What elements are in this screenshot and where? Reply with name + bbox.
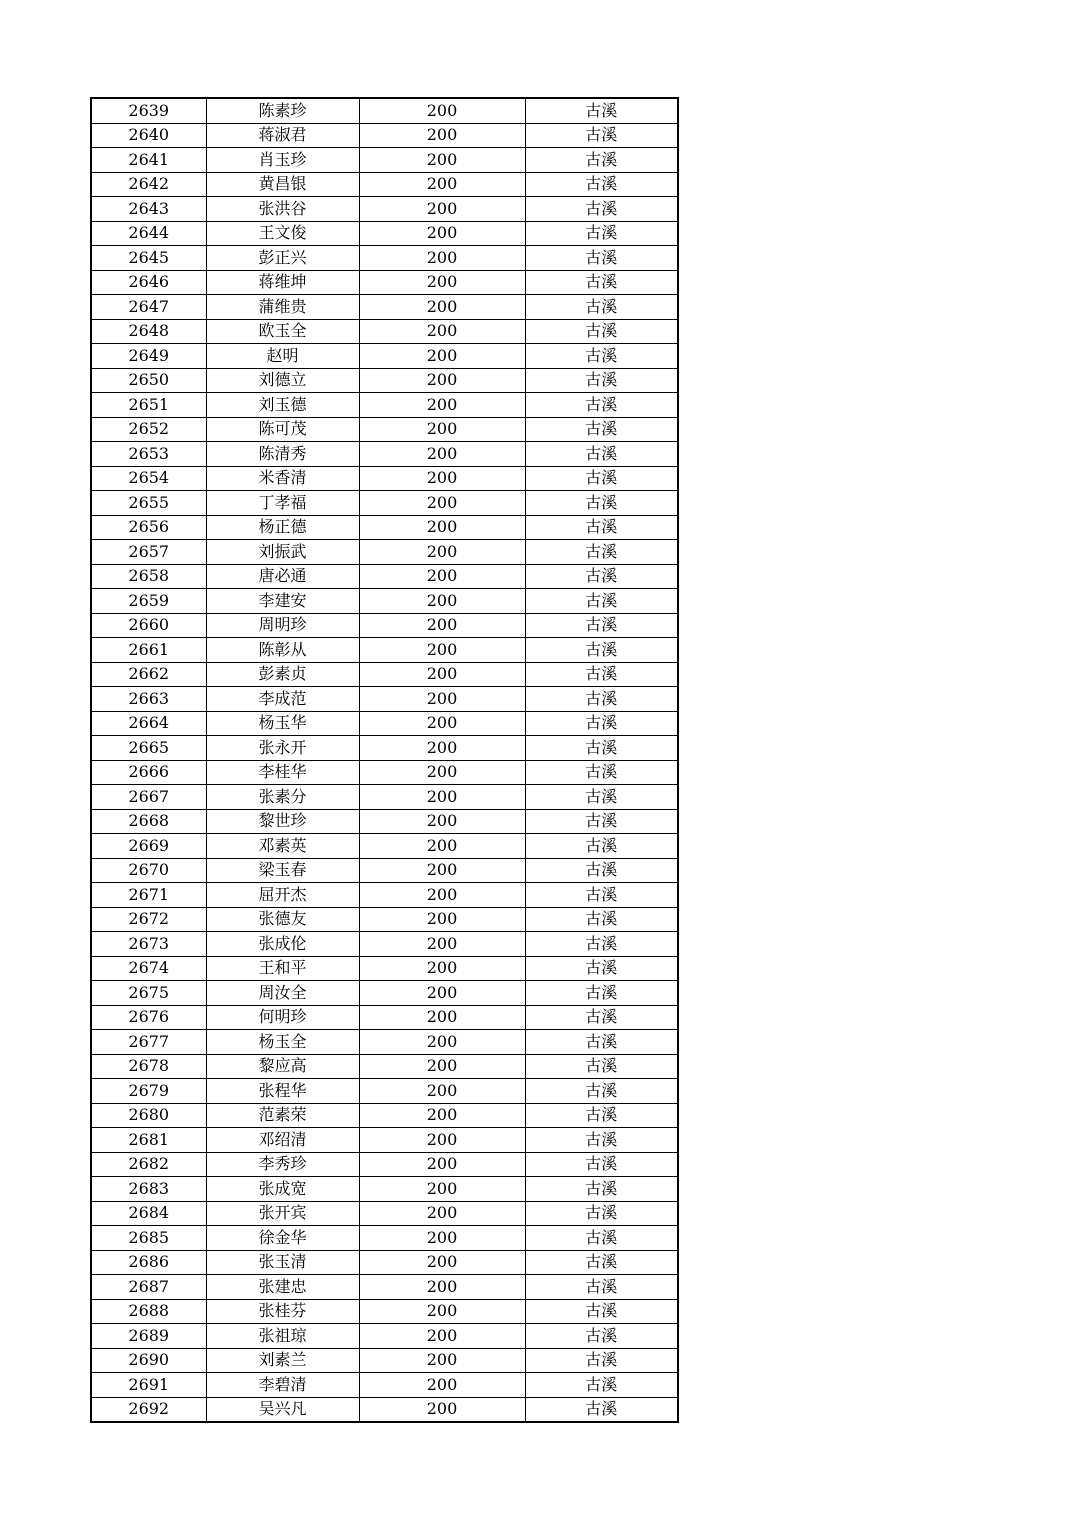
row-number-cell: 2689: [91, 1324, 206, 1349]
place-cell: 古溪: [525, 148, 678, 173]
row-number-cell: 2646: [91, 270, 206, 295]
name-cell: 黎世珍: [206, 809, 359, 834]
place-cell: 古溪: [525, 246, 678, 271]
place-cell: 古溪: [525, 711, 678, 736]
table-row: [91, 172, 678, 197]
row-number-cell: 2663: [91, 687, 206, 712]
place-cell: 古溪: [525, 613, 678, 638]
amount-cell: 200: [359, 1275, 525, 1300]
place-cell: 古溪: [525, 760, 678, 785]
amount-cell: 200: [359, 295, 525, 320]
row-number-cell: 2655: [91, 491, 206, 516]
name-cell: 杨玉华: [206, 711, 359, 736]
name-cell: 陈可茂: [206, 417, 359, 442]
place-cell: 古溪: [525, 295, 678, 320]
table-row: [91, 736, 678, 761]
table-row: [91, 1054, 678, 1079]
amount-cell: 200: [359, 1250, 525, 1275]
amount-cell: 200: [359, 540, 525, 565]
row-number-cell: 2682: [91, 1152, 206, 1177]
table-row: [91, 270, 678, 295]
amount-cell: 200: [359, 1397, 525, 1422]
amount-cell: 200: [359, 932, 525, 957]
name-cell: 黎应高: [206, 1054, 359, 1079]
row-number-cell: 2653: [91, 442, 206, 467]
table-row: [91, 148, 678, 173]
name-cell: 陈清秀: [206, 442, 359, 467]
place-cell: 古溪: [525, 687, 678, 712]
place-cell: 古溪: [525, 221, 678, 246]
amount-cell: 200: [359, 736, 525, 761]
table-row: [91, 1275, 678, 1300]
name-cell: 周汝全: [206, 981, 359, 1006]
amount-cell: 200: [359, 711, 525, 736]
row-number-cell: 2652: [91, 417, 206, 442]
table-row: [91, 1226, 678, 1251]
name-cell: 张成宽: [206, 1177, 359, 1202]
table-row: [91, 711, 678, 736]
amount-cell: 200: [359, 123, 525, 148]
amount-cell: 200: [359, 785, 525, 810]
place-cell: 古溪: [525, 417, 678, 442]
table-row: [91, 1079, 678, 1104]
row-number-cell: 2660: [91, 613, 206, 638]
row-number-cell: 2677: [91, 1030, 206, 1055]
place-cell: 古溪: [525, 1275, 678, 1300]
row-number-cell: 2674: [91, 956, 206, 981]
table-row: [91, 1030, 678, 1055]
row-number-cell: 2650: [91, 368, 206, 393]
amount-cell: 200: [359, 1128, 525, 1153]
place-cell: 古溪: [525, 1201, 678, 1226]
place-cell: 古溪: [525, 564, 678, 589]
table-row: [91, 515, 678, 540]
row-number-cell: 2643: [91, 197, 206, 222]
name-cell: 邓素英: [206, 834, 359, 859]
place-cell: 古溪: [525, 785, 678, 810]
amount-cell: 200: [359, 907, 525, 932]
name-cell: 李建安: [206, 589, 359, 614]
amount-cell: 200: [359, 466, 525, 491]
name-cell: 刘振武: [206, 540, 359, 565]
amount-cell: 200: [359, 1177, 525, 1202]
name-cell: 彭素贞: [206, 662, 359, 687]
row-number-cell: 2684: [91, 1201, 206, 1226]
amount-cell: 200: [359, 589, 525, 614]
name-cell: 徐金华: [206, 1226, 359, 1251]
row-number-cell: 2657: [91, 540, 206, 565]
place-cell: 古溪: [525, 1030, 678, 1055]
row-number-cell: 2669: [91, 834, 206, 859]
amount-cell: 200: [359, 858, 525, 883]
place-cell: 古溪: [525, 858, 678, 883]
place-cell: 古溪: [525, 515, 678, 540]
place-cell: 古溪: [525, 540, 678, 565]
row-number-cell: 2661: [91, 638, 206, 663]
row-number-cell: 2672: [91, 907, 206, 932]
place-cell: 古溪: [525, 393, 678, 418]
row-number-cell: 2673: [91, 932, 206, 957]
amount-cell: 200: [359, 221, 525, 246]
table-row: [91, 1348, 678, 1373]
row-number-cell: 2664: [91, 711, 206, 736]
table-row: [91, 1103, 678, 1128]
row-number-cell: 2667: [91, 785, 206, 810]
amount-cell: 200: [359, 638, 525, 663]
table-row: [91, 295, 678, 320]
place-cell: 古溪: [525, 1005, 678, 1030]
amount-cell: 200: [359, 148, 525, 173]
table-row: [91, 1128, 678, 1153]
amount-cell: 200: [359, 1030, 525, 1055]
place-cell: 古溪: [525, 638, 678, 663]
place-cell: 古溪: [525, 662, 678, 687]
name-cell: 邓绍清: [206, 1128, 359, 1153]
row-number-cell: 2642: [91, 172, 206, 197]
row-number-cell: 2666: [91, 760, 206, 785]
table-row: [91, 368, 678, 393]
name-cell: 张玉清: [206, 1250, 359, 1275]
amount-cell: 200: [359, 760, 525, 785]
place-cell: 古溪: [525, 1299, 678, 1324]
amount-cell: 200: [359, 1226, 525, 1251]
name-cell: 张祖琼: [206, 1324, 359, 1349]
name-cell: 周明珍: [206, 613, 359, 638]
name-cell: 何明珍: [206, 1005, 359, 1030]
amount-cell: 200: [359, 270, 525, 295]
table-row: [91, 540, 678, 565]
name-cell: 王和平: [206, 956, 359, 981]
amount-cell: 200: [359, 883, 525, 908]
name-cell: 王文俊: [206, 221, 359, 246]
row-number-cell: 2647: [91, 295, 206, 320]
place-cell: 古溪: [525, 1054, 678, 1079]
table-row: [91, 760, 678, 785]
amount-cell: 200: [359, 1348, 525, 1373]
table-row: [91, 1299, 678, 1324]
table-row: [91, 344, 678, 369]
row-number-cell: 2688: [91, 1299, 206, 1324]
place-cell: 古溪: [525, 123, 678, 148]
amount-cell: 200: [359, 1152, 525, 1177]
amount-cell: 200: [359, 1373, 525, 1398]
row-number-cell: 2640: [91, 123, 206, 148]
table-row: [91, 809, 678, 834]
name-cell: 刘玉德: [206, 393, 359, 418]
row-number-cell: 2645: [91, 246, 206, 271]
row-number-cell: 2679: [91, 1079, 206, 1104]
table-row: [91, 466, 678, 491]
name-cell: 蒲维贵: [206, 295, 359, 320]
row-number-cell: 2651: [91, 393, 206, 418]
place-cell: 古溪: [525, 368, 678, 393]
place-cell: 古溪: [525, 1152, 678, 1177]
name-cell: 欧玉全: [206, 319, 359, 344]
table-row: [91, 319, 678, 344]
name-cell: 张素分: [206, 785, 359, 810]
amount-cell: 200: [359, 368, 525, 393]
amount-cell: 200: [359, 687, 525, 712]
name-cell: 张永开: [206, 736, 359, 761]
table-row: [91, 907, 678, 932]
row-number-cell: 2662: [91, 662, 206, 687]
place-cell: 古溪: [525, 1250, 678, 1275]
data-table: [90, 97, 679, 1423]
name-cell: 张开宾: [206, 1201, 359, 1226]
place-cell: 古溪: [525, 491, 678, 516]
name-cell: 李碧清: [206, 1373, 359, 1398]
place-cell: 古溪: [525, 736, 678, 761]
table-row: [91, 197, 678, 222]
amount-cell: 200: [359, 344, 525, 369]
place-cell: 古溪: [525, 932, 678, 957]
table-row: [91, 834, 678, 859]
amount-cell: 200: [359, 981, 525, 1006]
amount-cell: 200: [359, 564, 525, 589]
name-cell: 张桂芬: [206, 1299, 359, 1324]
place-cell: 古溪: [525, 197, 678, 222]
place-cell: 古溪: [525, 1128, 678, 1153]
amount-cell: 200: [359, 834, 525, 859]
row-number-cell: 2665: [91, 736, 206, 761]
name-cell: 刘德立: [206, 368, 359, 393]
amount-cell: 200: [359, 956, 525, 981]
table-row: [91, 883, 678, 908]
row-number-cell: 2692: [91, 1397, 206, 1422]
table-row: [91, 1250, 678, 1275]
table-row: [91, 1324, 678, 1349]
amount-cell: 200: [359, 197, 525, 222]
name-cell: 梁玉春: [206, 858, 359, 883]
amount-cell: 200: [359, 1201, 525, 1226]
amount-cell: 200: [359, 393, 525, 418]
table-row: [91, 123, 678, 148]
table-row: [91, 687, 678, 712]
table-row: [91, 981, 678, 1006]
amount-cell: 200: [359, 1054, 525, 1079]
place-cell: 古溪: [525, 883, 678, 908]
row-number-cell: 2691: [91, 1373, 206, 1398]
place-cell: 古溪: [525, 442, 678, 467]
place-cell: 古溪: [525, 809, 678, 834]
name-cell: 陈彰从: [206, 638, 359, 663]
table-row: [91, 1373, 678, 1398]
row-number-cell: 2648: [91, 319, 206, 344]
amount-cell: 200: [359, 417, 525, 442]
row-number-cell: 2670: [91, 858, 206, 883]
table-row: [91, 1397, 678, 1422]
place-cell: 古溪: [525, 98, 678, 123]
name-cell: 张成伦: [206, 932, 359, 957]
amount-cell: 200: [359, 442, 525, 467]
row-number-cell: 2681: [91, 1128, 206, 1153]
row-number-cell: 2668: [91, 809, 206, 834]
name-cell: 蒋淑君: [206, 123, 359, 148]
table-row: [91, 1005, 678, 1030]
name-cell: 黄昌银: [206, 172, 359, 197]
row-number-cell: 2659: [91, 589, 206, 614]
amount-cell: 200: [359, 246, 525, 271]
row-number-cell: 2649: [91, 344, 206, 369]
place-cell: 古溪: [525, 1373, 678, 1398]
place-cell: 古溪: [525, 1324, 678, 1349]
place-cell: 古溪: [525, 1177, 678, 1202]
amount-cell: 200: [359, 98, 525, 123]
place-cell: 古溪: [525, 981, 678, 1006]
table-row: [91, 1201, 678, 1226]
name-cell: 李桂华: [206, 760, 359, 785]
amount-cell: 200: [359, 515, 525, 540]
row-number-cell: 2644: [91, 221, 206, 246]
name-cell: 赵明: [206, 344, 359, 369]
table-row: [91, 613, 678, 638]
row-number-cell: 2686: [91, 1250, 206, 1275]
name-cell: 唐必通: [206, 564, 359, 589]
place-cell: 古溪: [525, 1103, 678, 1128]
table-row: [91, 221, 678, 246]
name-cell: 肖玉珍: [206, 148, 359, 173]
table-row: [91, 1152, 678, 1177]
table-row: [91, 98, 678, 123]
name-cell: 蒋维坤: [206, 270, 359, 295]
amount-cell: 200: [359, 1103, 525, 1128]
row-number-cell: 2671: [91, 883, 206, 908]
place-cell: 古溪: [525, 956, 678, 981]
name-cell: 张程华: [206, 1079, 359, 1104]
place-cell: 古溪: [525, 1348, 678, 1373]
row-number-cell: 2683: [91, 1177, 206, 1202]
place-cell: 古溪: [525, 319, 678, 344]
name-cell: 吴兴凡: [206, 1397, 359, 1422]
table-row: [91, 858, 678, 883]
amount-cell: 200: [359, 1324, 525, 1349]
table-row: [91, 785, 678, 810]
table-row: [91, 932, 678, 957]
amount-cell: 200: [359, 1079, 525, 1104]
row-number-cell: 2690: [91, 1348, 206, 1373]
name-cell: 张洪谷: [206, 197, 359, 222]
name-cell: 刘素兰: [206, 1348, 359, 1373]
row-number-cell: 2680: [91, 1103, 206, 1128]
amount-cell: 200: [359, 1005, 525, 1030]
table-row: [91, 1177, 678, 1202]
row-number-cell: 2641: [91, 148, 206, 173]
amount-cell: 200: [359, 809, 525, 834]
name-cell: 米香清: [206, 466, 359, 491]
amount-cell: 200: [359, 1299, 525, 1324]
row-number-cell: 2676: [91, 1005, 206, 1030]
place-cell: 古溪: [525, 172, 678, 197]
amount-cell: 200: [359, 319, 525, 344]
place-cell: 古溪: [525, 1226, 678, 1251]
table-row: [91, 638, 678, 663]
name-cell: 彭正兴: [206, 246, 359, 271]
place-cell: 古溪: [525, 270, 678, 295]
name-cell: 张德友: [206, 907, 359, 932]
amount-cell: 200: [359, 491, 525, 516]
table-row: [91, 442, 678, 467]
name-cell: 屈开杰: [206, 883, 359, 908]
table-row: [91, 662, 678, 687]
table-row: [91, 417, 678, 442]
place-cell: 古溪: [525, 466, 678, 491]
name-cell: 杨正德: [206, 515, 359, 540]
table-row: [91, 491, 678, 516]
name-cell: 丁孝福: [206, 491, 359, 516]
name-cell: 李秀珍: [206, 1152, 359, 1177]
name-cell: 杨玉全: [206, 1030, 359, 1055]
row-number-cell: 2687: [91, 1275, 206, 1300]
amount-cell: 200: [359, 662, 525, 687]
table-row: [91, 589, 678, 614]
row-number-cell: 2658: [91, 564, 206, 589]
name-cell: 范素荣: [206, 1103, 359, 1128]
place-cell: 古溪: [525, 1397, 678, 1422]
row-number-cell: 2639: [91, 98, 206, 123]
table-row: [91, 393, 678, 418]
table-body: [91, 98, 678, 1422]
place-cell: 古溪: [525, 834, 678, 859]
name-cell: 张建忠: [206, 1275, 359, 1300]
row-number-cell: 2654: [91, 466, 206, 491]
row-number-cell: 2685: [91, 1226, 206, 1251]
name-cell: 李成范: [206, 687, 359, 712]
table-row: [91, 956, 678, 981]
place-cell: 古溪: [525, 1079, 678, 1104]
row-number-cell: 2656: [91, 515, 206, 540]
amount-cell: 200: [359, 613, 525, 638]
name-cell: 陈素珍: [206, 98, 359, 123]
table-row: [91, 246, 678, 271]
row-number-cell: 2675: [91, 981, 206, 1006]
place-cell: 古溪: [525, 589, 678, 614]
amount-cell: 200: [359, 172, 525, 197]
row-number-cell: 2678: [91, 1054, 206, 1079]
place-cell: 古溪: [525, 907, 678, 932]
place-cell: 古溪: [525, 344, 678, 369]
table-row: [91, 564, 678, 589]
